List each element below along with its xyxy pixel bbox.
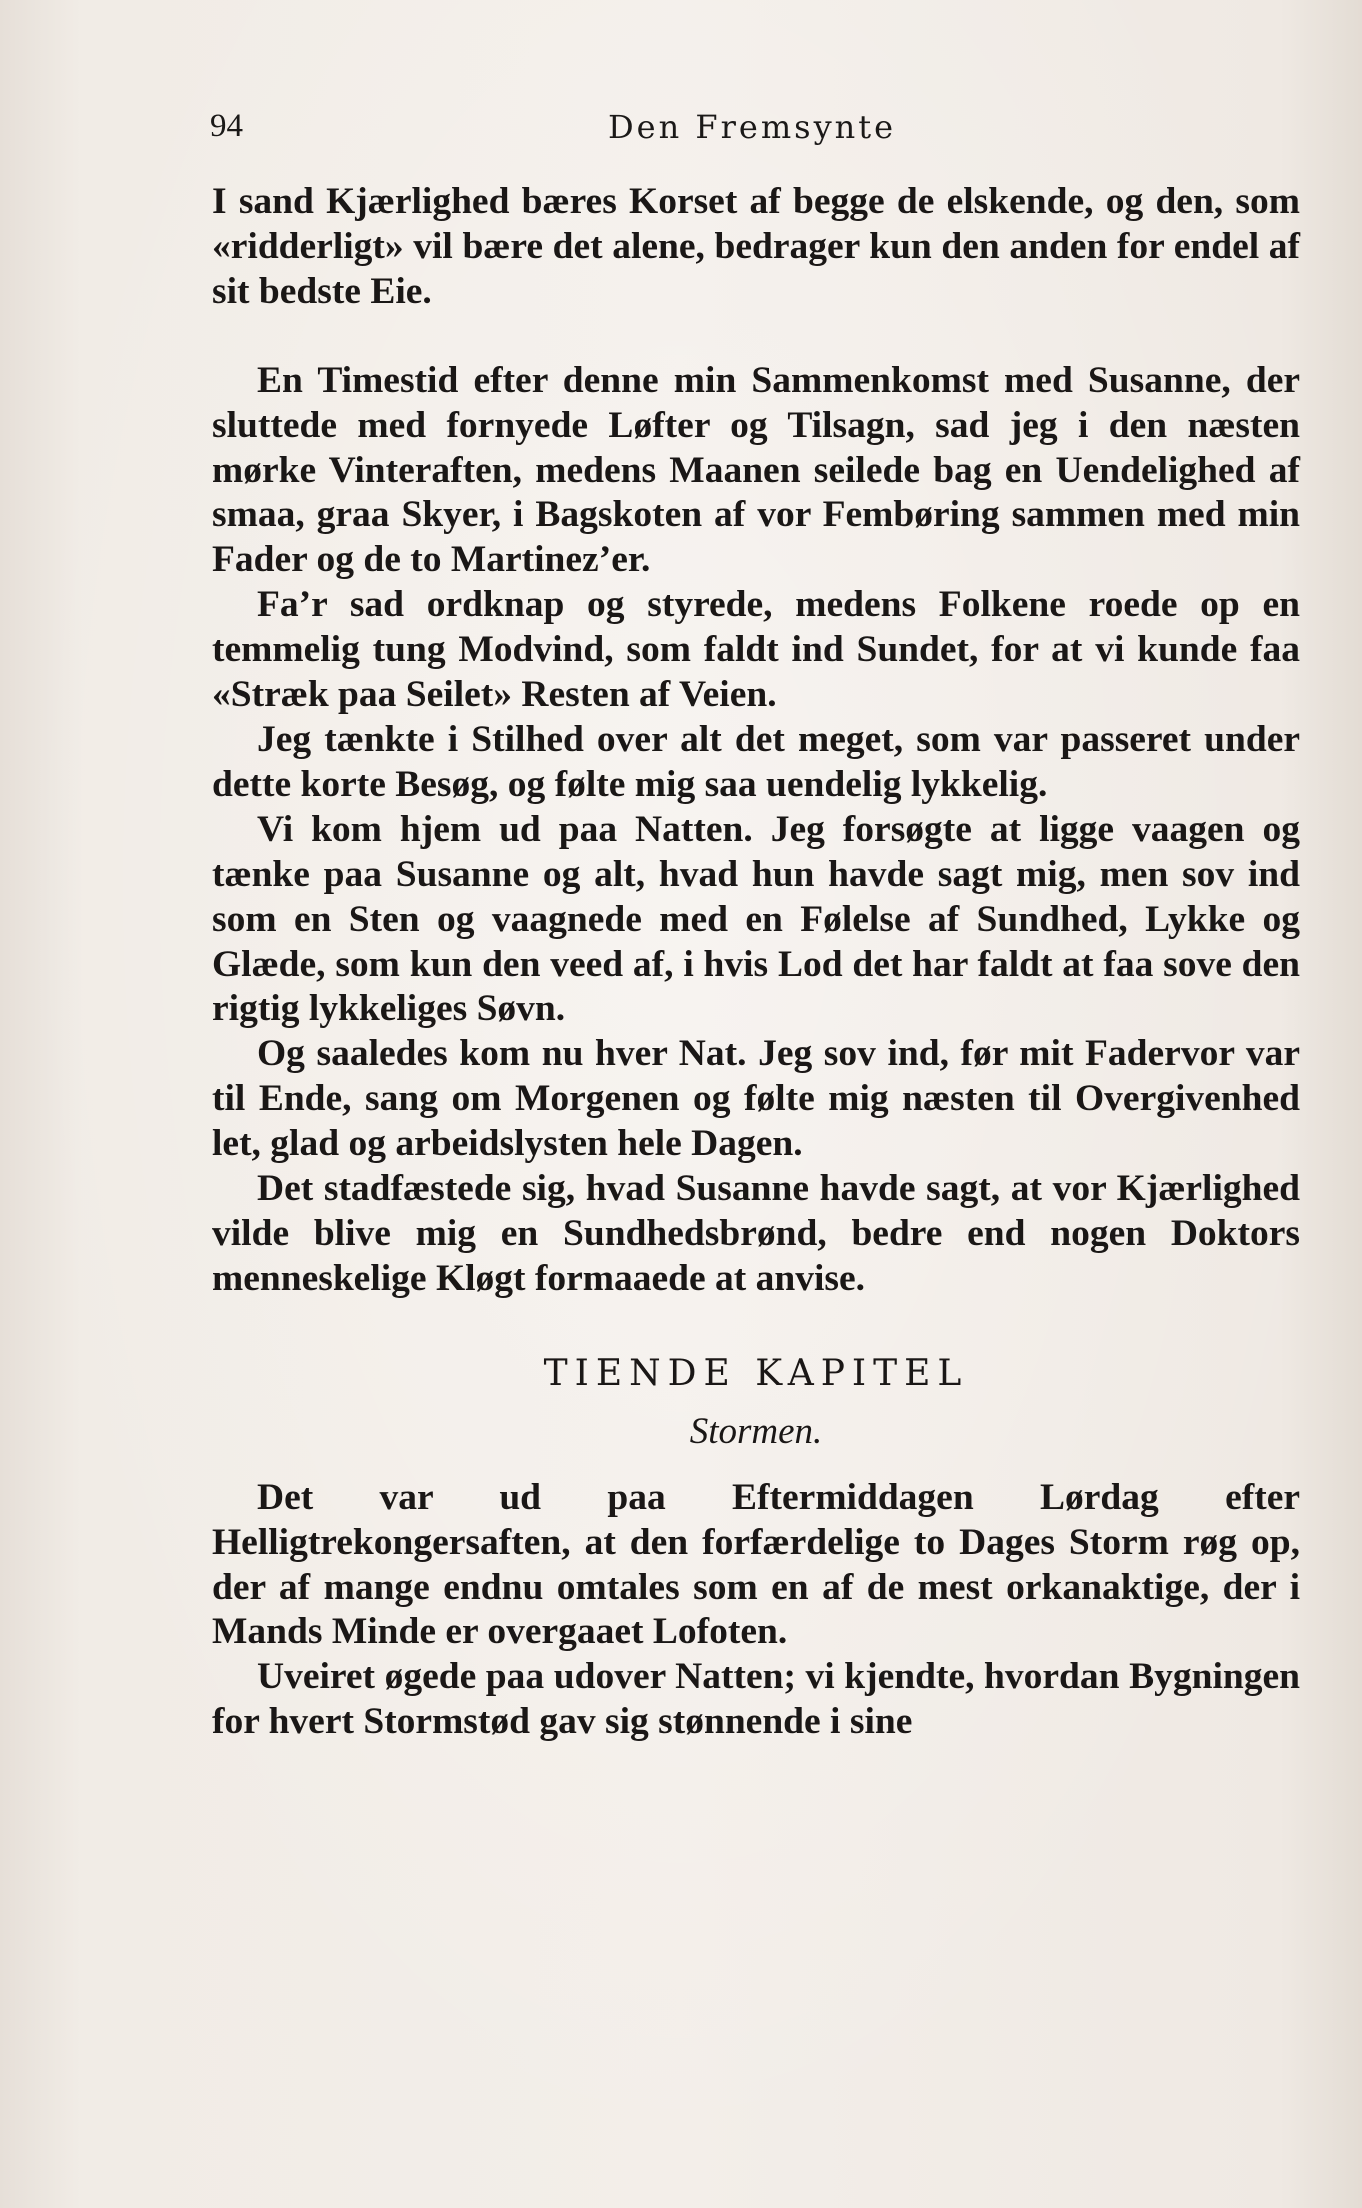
paragraph: Det stadfæstede sig, hvad Susanne havde sagt, at vor Kjærlighed vilde blive mig en Sundhedsbrønd, bedre end nogen Doktors menneskelige Kløgt formaaede at anvise. [212,1168,1300,1299]
paragraph: Jeg tænkte i Stilhed over alt det meget, som var passeret under dette korte Besøg, og følte mig saa uendelig lykkelig. [212,718,1300,805]
book-title: Den Fremsynte [608,108,897,146]
paragraph: Uveiret øgede paa udover Natten; vi kjendte, hvordan Bygningen for hvert Stormstød gav sig stønnende i sine [212,1656,1300,1743]
paragraph: Vi kom hjem ud paa Natten. Jeg forsøgte at ligge vaagen og tænke paa Susanne og alt, hvad hun havde sagt mig, men sov ind som en Sten og vaagnede med en Følelse af Sundhed, Lykke og Glæde, som kun den veed af, i hvis Lod det har faldt at faa sove den rigtig lykkeliges Søvn. [212,808,1300,1030]
paragraph: Fa’r sad ordknap og styrede, medens Folkene roede op en temmelig tung Modvind, som faldt ind Sundet, for at vi kunde faa «Stræk paa Seilet» Resten af Veien. [212,584,1300,716]
page-number: 94 [210,108,243,144]
paragraph: Det var ud paa Eftermiddagen Lørdag efter Helligtrekongersaften, at den forfærdelige to Dages Storm røg op, der af mange endnu omtales som en af de mest orkanaktige, der i Mands Minde er overgaaet Lofoten. [212,1476,1300,1653]
chapter-heading: TIENDE KAPITEL [543,1352,969,1394]
chapter-subtitle: Stormen. [689,1410,823,1452]
running-head [210,108,1300,148]
paragraph: Og saaledes kom nu hver Nat. Jeg sov ind, før mit Fadervor var til Ende, sang om Morgenen og følte mig næsten til Overgivenhed let, glad og arbeidslysten hele Dagen. [212,1033,1300,1165]
body-text [212,180,1300,1745]
paragraph: En Timestid efter denne min Sammenkomst med Susanne, der sluttede med fornyede Løfter og Tilsagn, sad jeg i den næsten mørke Vinteraften, medens Maanen seilede bag en Uendelighed af smaa, graa Skyer, i Bagskoten af vor Fembøring sammen med min Fader og de to Martinez’er. [212,359,1300,581]
paragraph: I sand Kjærlighed bæres Korset af begge de elskende, og den, som «ridderligt» vil bære det alene, bedrager kun den anden for endel af sit bedste Eie. [212,181,1300,312]
